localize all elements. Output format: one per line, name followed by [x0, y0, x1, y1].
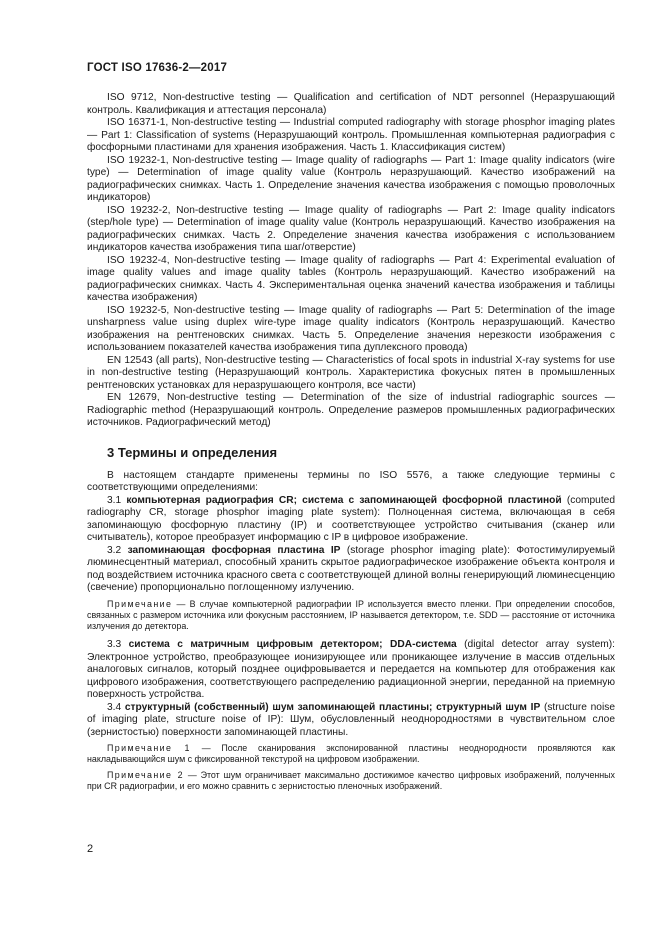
note-3-4-2 [87, 770, 615, 792]
section-intro: В настоящем стандарте применены термины по ISO 5576, а также следующие термины с соответствующими определениями: [87, 469, 615, 493]
reference-item: ISO 19232-5, Non-destructive testing — Image quality of radiographs — Part 5: Determination of the image unsharpness value using duplex wire-type image quality indicators (Контроль неразрушающий. Качество изображения на рентгеновских снимках. Часть 5. Определение значения нерезкости изображения с использованием показателей качества изображения типа дуплексного провода) [87, 304, 615, 353]
note-label: Примечание 1 [107, 743, 191, 754]
term-number: 3.3 [107, 639, 129, 651]
reference-item: ISO 19232-4, Non-destructive testing — Image quality of radiographs — Part 4: Experimental evaluation of image quality values and image quality tables (Контроль неразрушающий. Качество изображений на радиографических снимках. Часть 4. Экспериментальная оценка значений качества изображения и таблицы качества изображения) [87, 254, 615, 303]
term-name: система с матричным цифровым детектором; DDA-система [128, 639, 457, 651]
reference-item: ISO 16371-1, Non-destructive testing — Industrial computed radiography with storage phosphor imaging plates — Part 1: Classification of systems (Неразрушающий контроль. Промышленная компьютерная радиография с фосфорными пластинами для хранения изображения. Часть 1. Классификация систем) [87, 117, 615, 153]
note-3-2 [87, 599, 615, 633]
reference-item: EN 12543 (all parts), Non-destructive testing — Characteristics of focal spots in industrial X-ray systems for use in non-destructive testing (Неразрушающий контроль. Характеристика фокусных пятен в промышленных рентгеновских установках для неразрушающего контроля, все части) [87, 354, 615, 391]
note-3-4-1 [87, 743, 615, 765]
document-header: ГОСТ ISO 17636-2—2017 [87, 62, 228, 74]
note-text: — После сканирования экспонированной пластины неоднородности проявляются как накладывающийся шум с фиксированной текстурой на цифровом изображении. [87, 743, 615, 765]
term-number: 3.4 [107, 701, 125, 713]
term-definition: (computed radiography CR, storage phosphor imaging plate system): Полноценная система, включающая в себя запоминающую фосфорную пластину (IP) и соответствующее устройство считывания (сканер или считыватель), которое преобразует информацию с IP в цифровое изображение. [87, 494, 615, 543]
term-name: компьютерная радиография CR; система с запоминающей фосфорной пластиной [126, 494, 562, 506]
term-3-3 [87, 639, 615, 702]
note-text: — Этот шум ограничивает максимально достижимое качество цифровых изображений, полученных при CR радиографии, и его можно сравнить с зернистостью пленочных изображений. [87, 769, 615, 791]
note-label: Примечание 2 [107, 769, 184, 780]
term-definition: (digital detector array system): Электронное устройство, преобразующее ионизирующее или проникающее излучение в массив отдельных аналоговых сигналов, который позднее оцифровывается и передается на компьютер для отображения как цифрового изображения, соответствующего распределению радиационной энергии, переданной на приемную поверхность устройства. [87, 639, 616, 701]
page-number: 2 [87, 843, 94, 855]
term-3-4 [87, 702, 615, 740]
reference-item: EN 12679, Non-destructive testing — Determination of the size of industrial radiographic sources — Radiographic method (Неразрушающий контроль. Определение размеров промышленных радиографических источников. Радиографический метод) [87, 392, 615, 428]
section-title: 3 Термины и определения [107, 444, 278, 460]
term-number: 3.2 [107, 544, 128, 556]
note-label: Примечание [107, 598, 173, 609]
term-number: 3.1 [107, 494, 127, 506]
term-3-2 [87, 545, 615, 595]
term-3-1 [87, 495, 615, 545]
reference-item: ISO 19232-1, Non-destructive testing — Image quality of radiographs — Part 1: Image quality indicators (wire type) — Determination of image quality value (Контроль неразрушающий. Качество изображений на радиографических снимках. Часть 1. Определение значения качества изображения с помощью проволочных индикаторов) [87, 154, 615, 203]
note-text: — В случае компьютерной радиографии IP используется вместо пленки. При определении способов, связанных с размером источника или фокусным расстоянием, IP называется детектором, т.е. SDD — расстояние от источника излучения до детектора. [87, 598, 615, 631]
term-name: запоминающая фосфорная пластина IP [127, 544, 341, 556]
reference-item: ISO 9712, Non-destructive testing — Qualification and certification of NDT personnel (Неразрушающий контроль. Квалификация и аттестация персонала) [87, 92, 615, 116]
term-name: структурный (собственный) шум запоминающей пластины; структурный шум IP [124, 701, 541, 713]
term-definition: (structure noise of imaging plate, structure noise of IP): Шум, обусловленный неоднородностями в чувствительном слое (зернистостью) поверхности запоминающей пластины. [87, 701, 615, 738]
page-content [87, 92, 615, 792]
term-definition: (storage phosphor imaging plate): Фотостимулируемый люминесцентный материал, способный хранить скрытое радиографическое изображение объекта контроля и под воздействием источника красного света с соответствующей длиной волны генерирующий люминесценцию (свечение) пропорционально поглощенному излучению. [87, 544, 616, 593]
reference-item: ISO 19232-2, Non-destructive testing — Image quality of radiographs — Part 2: Image quality indicators (step/hole type) — Determination of image quality value (Контроль неразрушающий. Качество изображения на радиографических снимках. Часть 2. Определение значения качества изображения с использованием индикаторов качества изображения типа шаг/отверстие) [87, 204, 615, 253]
